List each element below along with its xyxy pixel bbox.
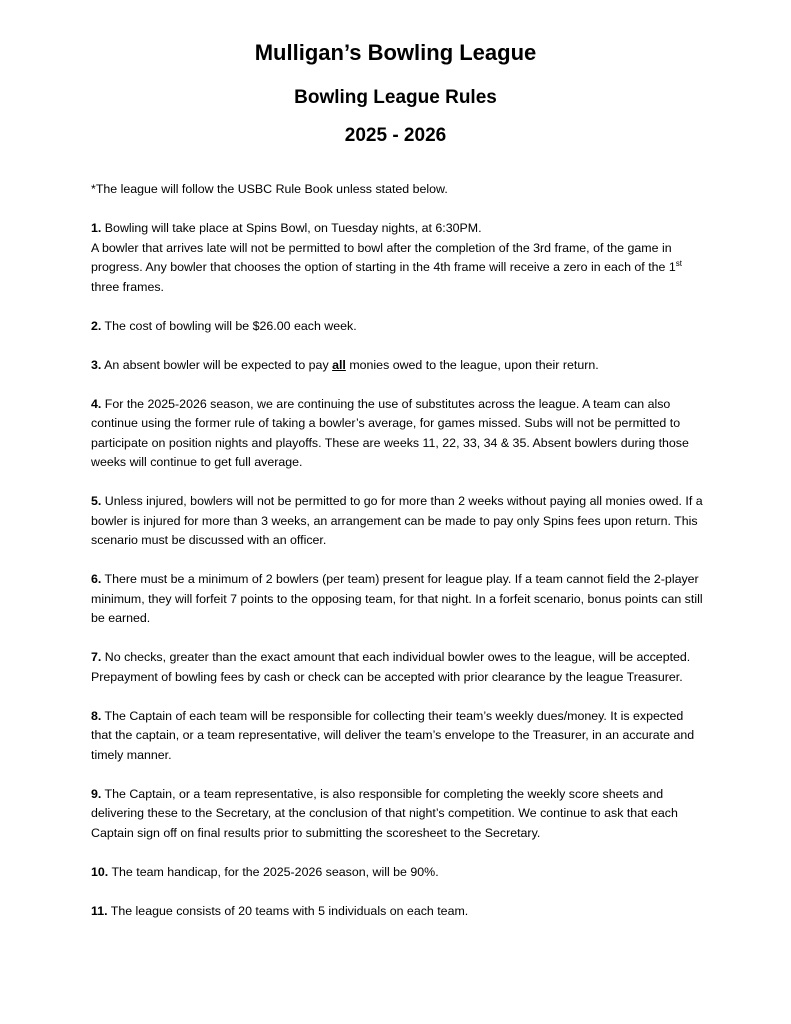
rule-3 xyxy=(91,356,706,376)
rule-number: 10. xyxy=(91,864,109,879)
rule-number: 4. xyxy=(91,396,102,411)
rule-2 xyxy=(91,317,706,337)
rule-number: 5. xyxy=(91,494,102,508)
rule-number: 1. xyxy=(91,221,102,235)
rule-4 xyxy=(91,395,706,473)
rule-text: The team handicap, for the 2025-2026 season, will be 90%. xyxy=(108,864,439,879)
rule-text: Bowling will take place at Spins Bowl, on Tuesday nights, at 6:30PM. xyxy=(101,221,482,235)
rule-number: 8. xyxy=(91,708,102,723)
rule-9 xyxy=(91,785,706,844)
rule-number: 6. xyxy=(91,572,102,586)
rule-number: 3. xyxy=(91,357,102,372)
rule-7 xyxy=(91,648,706,687)
rule-number: 11. xyxy=(91,903,108,918)
rule-text: three frames. xyxy=(91,279,164,294)
league-name: Mulligan’s Bowling League xyxy=(254,40,537,65)
rule-text: No checks, greater than the exact amount that each individual bowler owes to the league, will be accepted. Prepayment of bowling fees by cash or check can be accepted with prior clearance by the league Treasurer. xyxy=(91,650,691,684)
rule-6 xyxy=(91,570,706,629)
intro-note: *The league will follow the USBC Rule Book unless stated below. xyxy=(91,182,448,196)
rule-text: An absent bowler will be expected to pay xyxy=(101,357,333,372)
rule-11 xyxy=(91,902,706,922)
emphasis-all: all xyxy=(332,357,346,372)
rule-text: A bowler that arrives late will not be permitted to bowl after the completion of the 3rd frame, of the game in progress. Any bowler that chooses the option of starting in the 4th frame will receive a zero in each of the 1 xyxy=(91,240,676,274)
rule-text: monies owed to the league, upon their return. xyxy=(345,357,599,372)
season-label: 2025 - 2026 xyxy=(344,125,447,146)
rule-5 xyxy=(91,492,706,551)
rule-1 xyxy=(91,219,706,297)
rule-10 xyxy=(91,863,706,883)
rule-text: The Captain of each team will be responsible for collecting their team’s weekly dues/money. It is expected that the captain, or a team representative, will deliver the team’s envelope to the Treasurer, in an accurate and timely manner. xyxy=(91,708,695,762)
rule-text: The league consists of 20 teams with 5 individuals on each team. xyxy=(107,903,469,918)
rule-number: 7. xyxy=(91,650,102,664)
rule-text: For the 2025-2026 season, we are continuing the use of substitutes across the league. A team can also continue using the former rule of taking a bowler’s average, for games missed. Subs will not be permitted to participate on position nights and playoffs. These are weeks 11, 22, 33, 34 & 35. Absent bowlers during those weeks will continue to get full average. xyxy=(91,396,689,469)
rule-number: 9. xyxy=(91,786,102,801)
rule-text: Unless injured, bowlers will not be permitted to go for more than 2 weeks without paying all monies owed. If a bowler is injured for more than 3 weeks, an arrangement can be made to pay only Spins fees upon return. This scenario must be discussed with an officer. xyxy=(91,494,703,547)
rule-text: There must be a minimum of 2 bowlers (per team) present for league play. If a team cannot field the 2-player minimum, they will forfeit 7 points to the opposing team, for that night. In a forfeit scenario, bonus points can still be earned. xyxy=(91,572,703,625)
superscript: st xyxy=(675,258,682,268)
rule-text: The Captain, or a team representative, is also responsible for completing the weekly score sheets and delivering these to the Secretary, at the conclusion of that night’s competition. We continue to ask that each Captain sign off on final results prior to submitting the scoresheet to the Secretary. xyxy=(91,786,678,840)
document-title: Bowling League Rules xyxy=(294,87,497,108)
rules-body xyxy=(91,180,706,941)
rule-number: 2. xyxy=(91,318,102,333)
rule-text: The cost of bowling will be $26.00 each week. xyxy=(101,318,357,333)
rule-8 xyxy=(91,707,706,766)
